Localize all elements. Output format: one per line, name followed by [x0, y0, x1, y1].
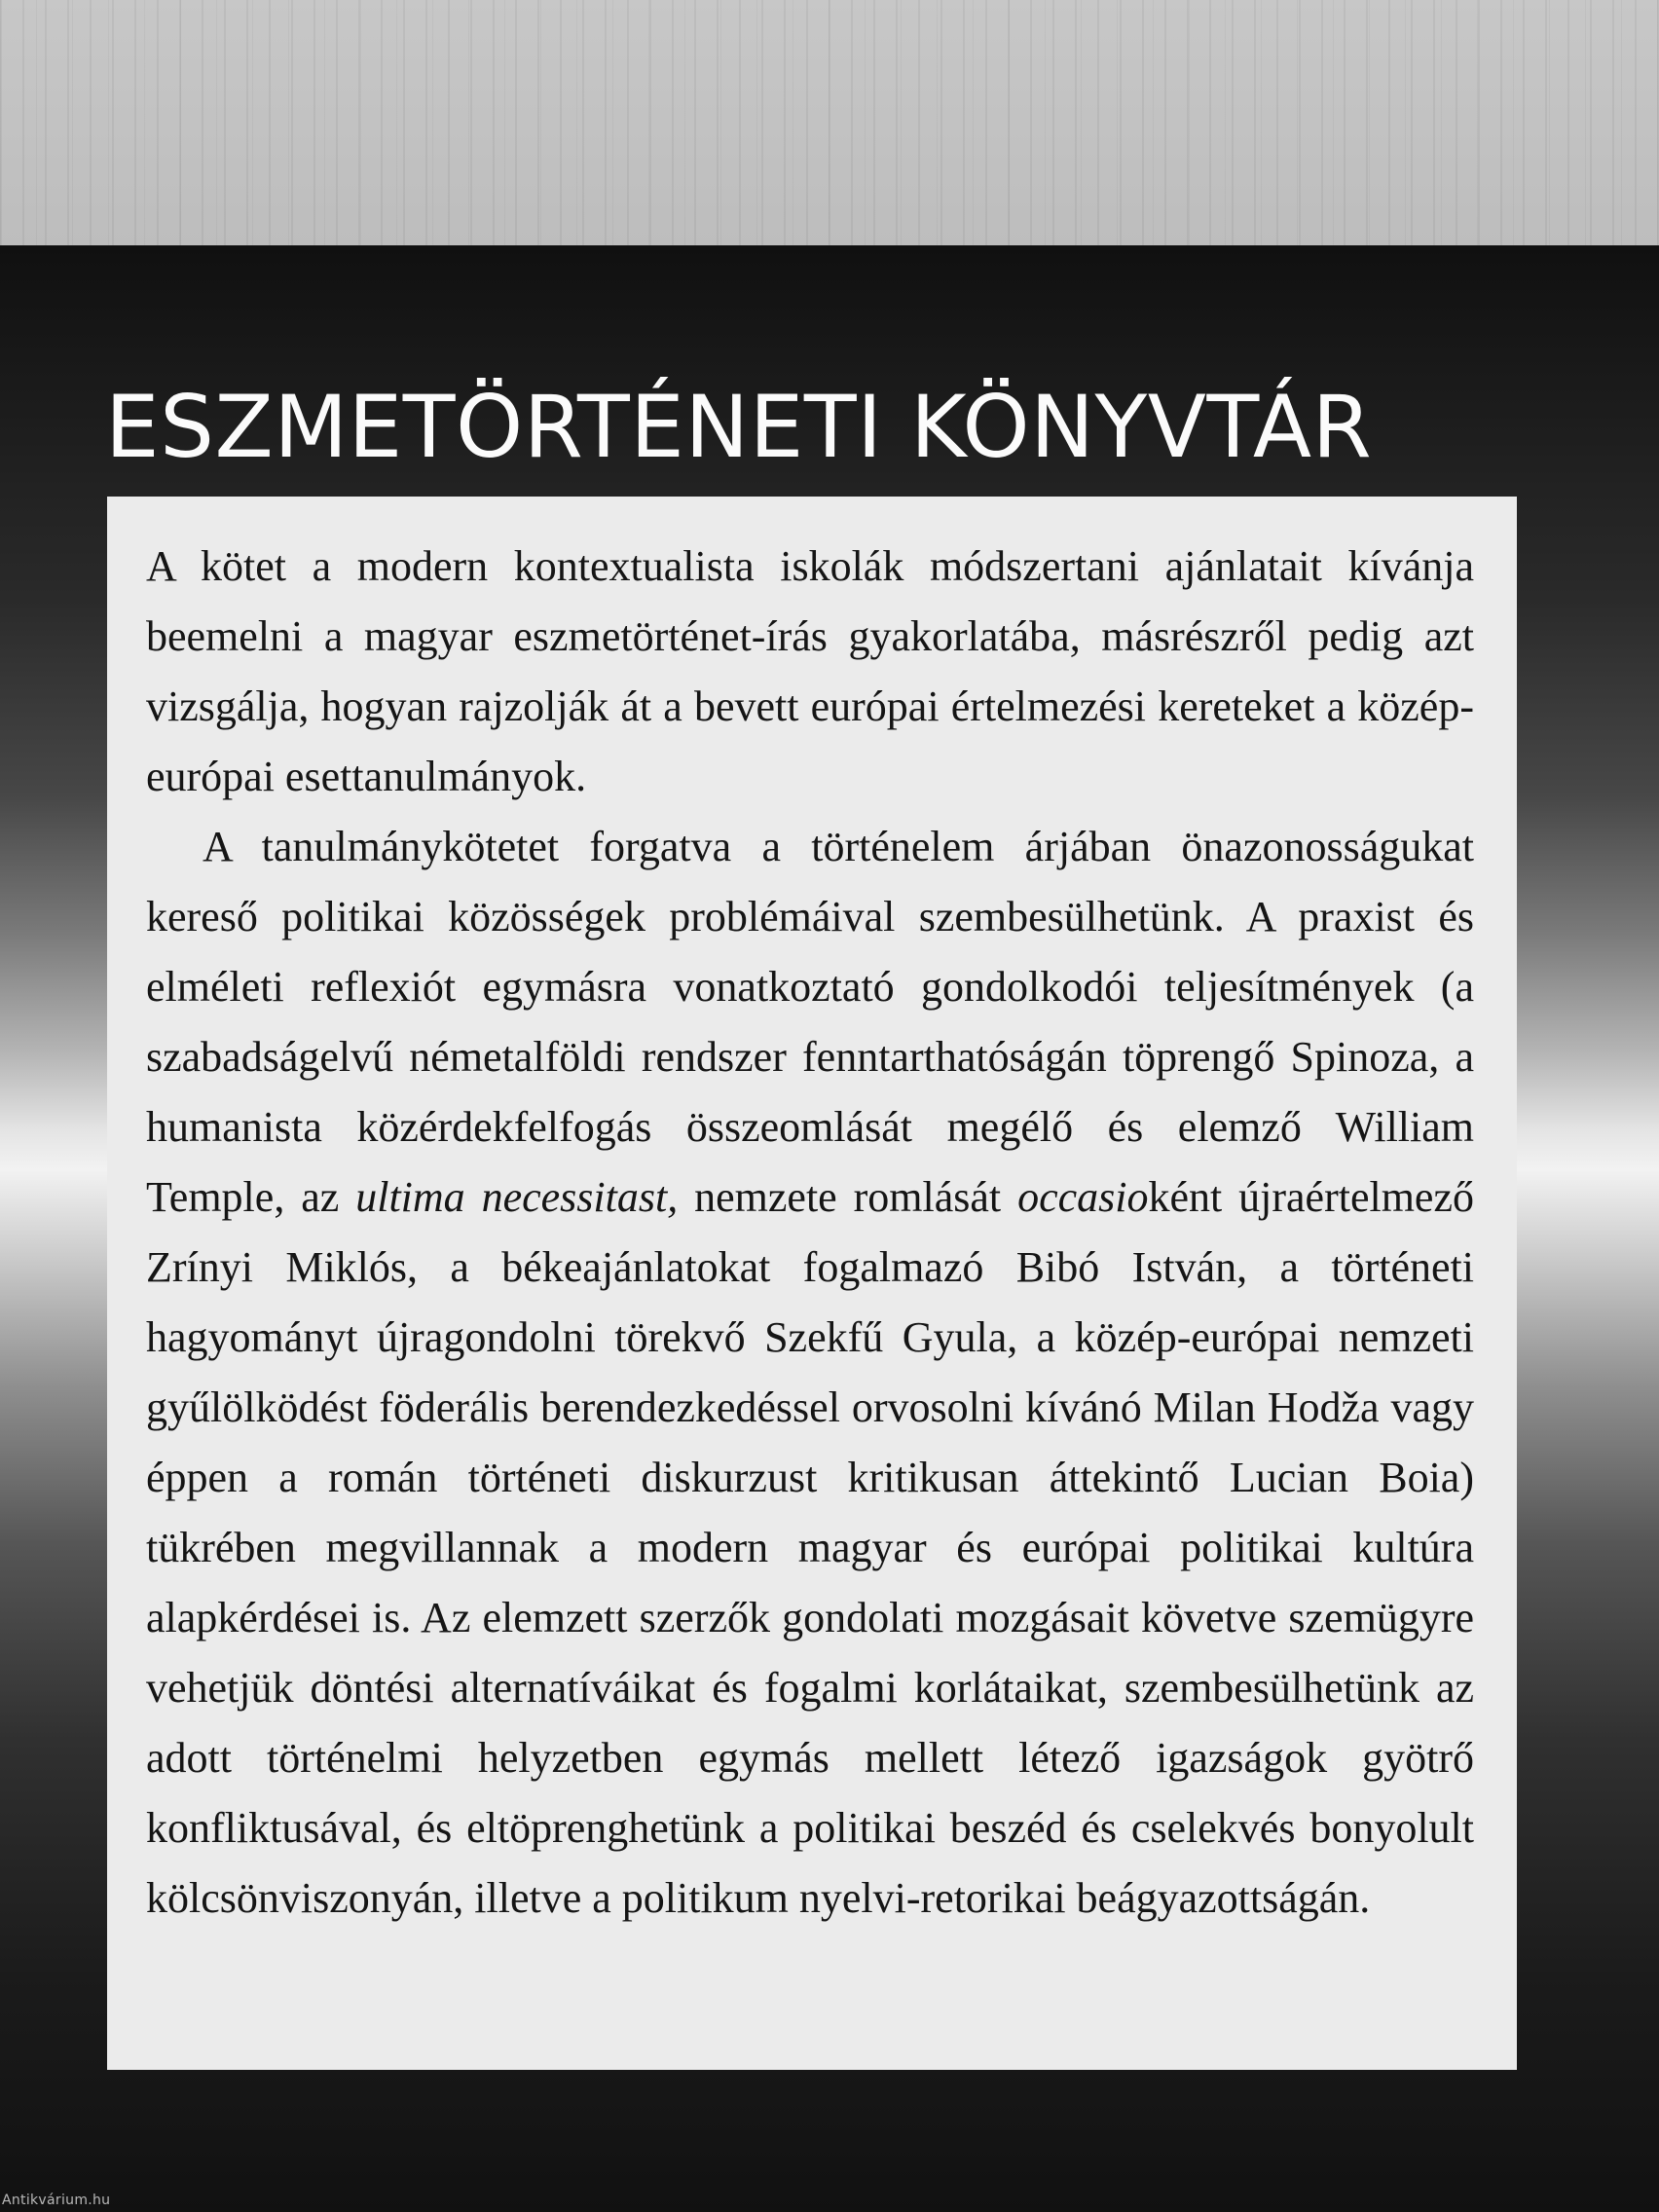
- series-title: ESZMETÖRTÉNETI KÖNYVTÁR: [105, 377, 1373, 477]
- blurb-text: A tanulmánykötetet forgatva a történelem árjában önazonosságukat kereső politikai közösségek problémáival szembesülhetünk. A praxist és elméleti reflexiót egymásra vonatkoztató gondolkodói teljesítmények (a szabadságelvű németalföldi rendszer fenntarthatóságán töprengő Spinoza, a humanista közérdekfelfogás összeomlását megélő és elemző William Temple, az: [146, 823, 1474, 1221]
- blurb-paragraph-2: [146, 812, 1474, 1934]
- blurb-text: A kötet a modern kontextualista iskolák módszertani ajánlatait kívánja beemelni a magyar eszmetörténet-írás gyakorlatába, másrészről pedig azt vizsgálja, hogyan rajzolják át a bevett európai értelmezési kereteket a közép-európai esettanulmányok.: [146, 542, 1474, 800]
- paper-background: [0, 0, 1659, 245]
- blurb-panel: [107, 497, 1517, 2070]
- watermark: Antikvárium.hu: [2, 2193, 111, 2208]
- latin-term: occasio: [1017, 1173, 1149, 1221]
- blurb-text: nemzete romlását: [678, 1173, 1018, 1221]
- blurb-paragraph-1: [146, 532, 1474, 812]
- blurb-text: ként újraértelmező Zrínyi Miklós, a békeajánlatokat fogalmazó Bibó István, a történeti hagyományt újragondolni törekvő Szekfű Gyula, a közép-európai nemzeti gyűlölködést föderális berendezkedéssel orvosolni kívánó Milan Hodža vagy éppen a román történeti diskurzust kritikusan áttekintő Lucian Boia) tükrében megvillannak a modern magyar és európai politikai kultúra alapkérdései is. Az elemzett szerzők gondolati mozgásait követve szemügyre vehetjük döntési alternatíváikat és fogalmi korlátaikat, szembesülhetünk az adott történelmi helyzetben egymás mellett létező igazságok gyötrő konfliktusával, és eltöprenghetünk a politikai beszéd és cselekvés bonyolult kölcsönviszonyán, illetve a politikum nyelvi-retorikai beágyazottságán.: [146, 1173, 1474, 1922]
- latin-term: ultima necessitast,: [355, 1173, 679, 1221]
